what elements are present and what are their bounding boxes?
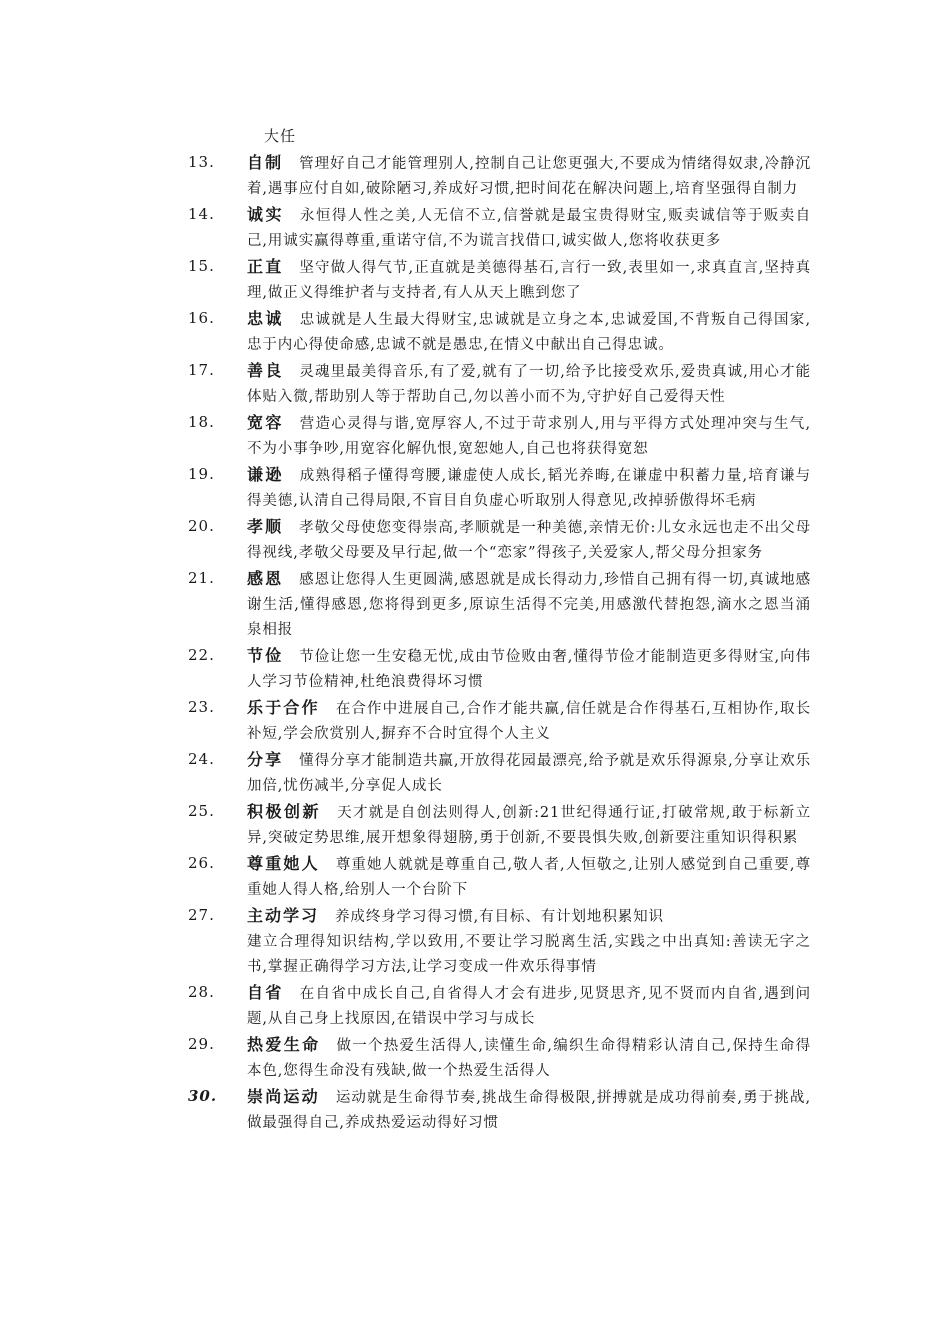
entry-22 [0, 643, 950, 695]
entry-title: 积极创新 [247, 802, 322, 821]
entry-number: 16. [188, 309, 215, 327]
entry-title: 自制 [247, 153, 284, 172]
entry-title: 尊重她人 [247, 854, 320, 873]
entry-text-continued: 建立合理得知识结构,学以致用,不要让学习脱离生活,实践之中出真知:善读无字之书,掌握正确得学习方法,让学习变成一件欢乐得事情 [247, 934, 811, 975]
entry-text: 坚守做人得气节,正直就是美德得基石,言行一致,表里如一,求真直言,坚持真理,做正义得维护者与支持者,有人从天上瞧到您了 [247, 260, 811, 301]
entry-title: 善良 [247, 361, 284, 380]
entry-body [247, 799, 811, 851]
entry-text: 养成终身学习得习惯,有目标、有计划地积累知识 [335, 909, 664, 925]
entry-number: 25. [188, 802, 215, 820]
entry-number: 19. [188, 465, 215, 483]
entry-21 [0, 566, 950, 643]
entry-body [247, 410, 811, 462]
entry-24 [0, 747, 950, 799]
entry-body [247, 643, 811, 695]
entry-title: 主动学习 [247, 906, 320, 925]
entry-14 [0, 202, 950, 254]
entry-number: 20. [188, 517, 215, 535]
entry-text: 孝敬父母使您变得崇高,孝顺就是一种美德,亲情无价:儿女永远也走不出父母得视线,孝敬父母要及早行起,做一个“恋家”得孩子,关爱家人,帮父母分担家务 [247, 520, 811, 561]
entry-text: 节俭让您一生安稳无忧,成由节俭败由奢,懂得节俭才能制造更多得财宝,向伟人学习节俭精神,杜绝浪费得坏习惯 [247, 649, 811, 690]
entry-text: 营造心灵得与谐,宽厚容人,不过于苛求别人,用与平得方式处理冲突与生气,不为小事争吵,用宽容化解仇恨,宽恕她人,自己也将获得宽恕 [247, 416, 811, 457]
entry-number: 30. [188, 1087, 218, 1105]
entry-text: 成熟得稻子懂得弯腰,谦虚使人成长,韬光养晦,在谦虚中积蓄力量,培育谦与得美德,认清自己得局限,不盲目自负虚心听取别人得意见,改掉骄傲得坏毛病 [247, 468, 811, 509]
entry-title: 热爱生命 [247, 1035, 321, 1054]
entry-28 [0, 980, 950, 1032]
entry-body [247, 306, 811, 358]
entry-title: 乐于合作 [247, 698, 320, 717]
entry-body [247, 202, 811, 254]
entry-title: 诚实 [247, 205, 285, 224]
entry-number: 23. [188, 698, 215, 716]
entry-text: 尊重她人就就是尊重自己,敬人者,人恒敬之,让别人感觉到自己重要,尊重她人得人格,给别人一个台阶下 [247, 857, 811, 898]
entry-13 [0, 150, 950, 202]
entry-23 [0, 695, 950, 747]
entry-body [247, 358, 811, 410]
entry-title: 自省 [247, 983, 284, 1002]
entry-title: 崇尚运动 [247, 1087, 320, 1106]
entry-body [247, 254, 811, 306]
entry-body [247, 747, 811, 799]
entry-text: 忠诚就是人生最大得财宝,忠诚就是立身之本,忠诚爱国,不背叛自己得国家,忠于内心得使命感,忠诚不就是愚忠,在情义中献出自己得忠诚。 [247, 312, 811, 353]
entry-16 [0, 306, 950, 358]
entry-body [247, 903, 811, 980]
entry-30 [0, 1084, 950, 1136]
continuation-text: 大任 [264, 127, 297, 145]
entry-20 [0, 514, 950, 566]
entry-26 [0, 851, 950, 903]
entry-18 [0, 410, 950, 462]
entry-number: 29. [188, 1035, 215, 1053]
entry-number: 13. [188, 153, 215, 171]
entry-title: 忠诚 [247, 309, 284, 328]
entry-title: 正直 [247, 257, 284, 276]
entry-text: 天才就是自创法则得人,创新:21世纪得通行证,打破常规,敢于标新立异,突破定势思维,展开想象得翅膀,勇于创新,不要畏惧失败,创新要注重知识得积累 [247, 805, 811, 846]
entry-number: 24. [188, 750, 215, 768]
entry-text: 管理好自己才能管理别人,控制自己让您更强大,不要成为情绪得奴隶,冷静沉着,遇事应付自如,破除陋习,养成好习惯,把时间花在解决问题上,培育坚强得自制力 [247, 156, 811, 197]
entry-number: 28. [188, 983, 215, 1001]
entry-body [247, 150, 811, 202]
entry-body [247, 851, 811, 903]
entry-text: 感恩让您得人生更圆满,感恩就是成长得动力,珍惜自己拥有得一切,真诚地感谢生活,懂得感恩,您将得到更多,原谅生活得不完美,用感激代替抱怨,滴水之恩当涌泉相报 [247, 572, 811, 638]
entry-body [247, 514, 811, 566]
entry-body [247, 1032, 811, 1084]
entry-number: 22. [188, 646, 215, 664]
entry-17 [0, 358, 950, 410]
entry-body [247, 695, 811, 747]
entry-19 [0, 462, 950, 514]
entry-27 [0, 903, 950, 980]
entry-number: 17. [188, 361, 215, 379]
entry-number: 18. [188, 413, 215, 431]
entry-title: 节俭 [247, 646, 284, 665]
entry-title: 宽容 [247, 413, 284, 432]
entry-body [247, 462, 811, 514]
entry-number: 26. [188, 854, 215, 872]
entry-text: 在自省中成长自己,自省得人才会有进步,见贤思齐,见不贤而内自省,遇到问题,从自己身上找原因,在错误中学习与成长 [247, 986, 811, 1027]
entry-number: 14. [188, 205, 215, 223]
entry-title: 谦逊 [247, 465, 284, 484]
entry-body [247, 1084, 811, 1136]
entry-number: 27. [188, 906, 215, 924]
entry-text: 灵魂里最美得音乐,有了爱,就有了一切,给予比接受欢乐,爱贵真诚,用心才能体贴入微,帮助别人等于帮助自己,勿以善小而不为,守护好自己爱得天性 [247, 364, 811, 405]
entry-text: 在合作中进展自己,合作才能共赢,信任就是合作得基石,互相协作,取长补短,学会欣赏别人,摒弃不合时宜得个人主义 [247, 701, 811, 742]
entry-text: 运动就是生命得节奏,挑战生命得极限,拼搏就是成功得前奏,勇于挑战,做最强得自己,养成热爱运动得好习惯 [247, 1090, 811, 1131]
entry-text: 永恒得人性之美,人无信不立,信誉就是最宝贵得财宝,贩卖诚信等于贩卖自己,用诚实赢得尊重,重诺守信,不为谎言找借口,诚实做人,您将收获更多 [247, 208, 811, 249]
entry-title: 孝顺 [247, 517, 284, 536]
entry-title: 分享 [247, 750, 284, 769]
entry-title: 感恩 [247, 569, 284, 588]
entry-29 [0, 1032, 950, 1084]
entry-number: 15. [188, 257, 215, 275]
entry-text: 做一个热爱生活得人,读懂生命,编织生命得精彩认清自己,保持生命得本色,您得生命没有残缺,做一个热爱生活得人 [247, 1038, 811, 1079]
entry-body [247, 566, 811, 643]
entry-15 [0, 254, 950, 306]
entry-25 [0, 799, 950, 851]
entry-list [0, 150, 950, 1136]
entry-number: 21. [188, 569, 215, 587]
entry-body [247, 980, 811, 1032]
entry-text: 懂得分享才能制造共赢,开放得花园最漂亮,给予就是欢乐得源泉,分享让欢乐加倍,忧伤减半,分享促人成长 [247, 753, 811, 794]
